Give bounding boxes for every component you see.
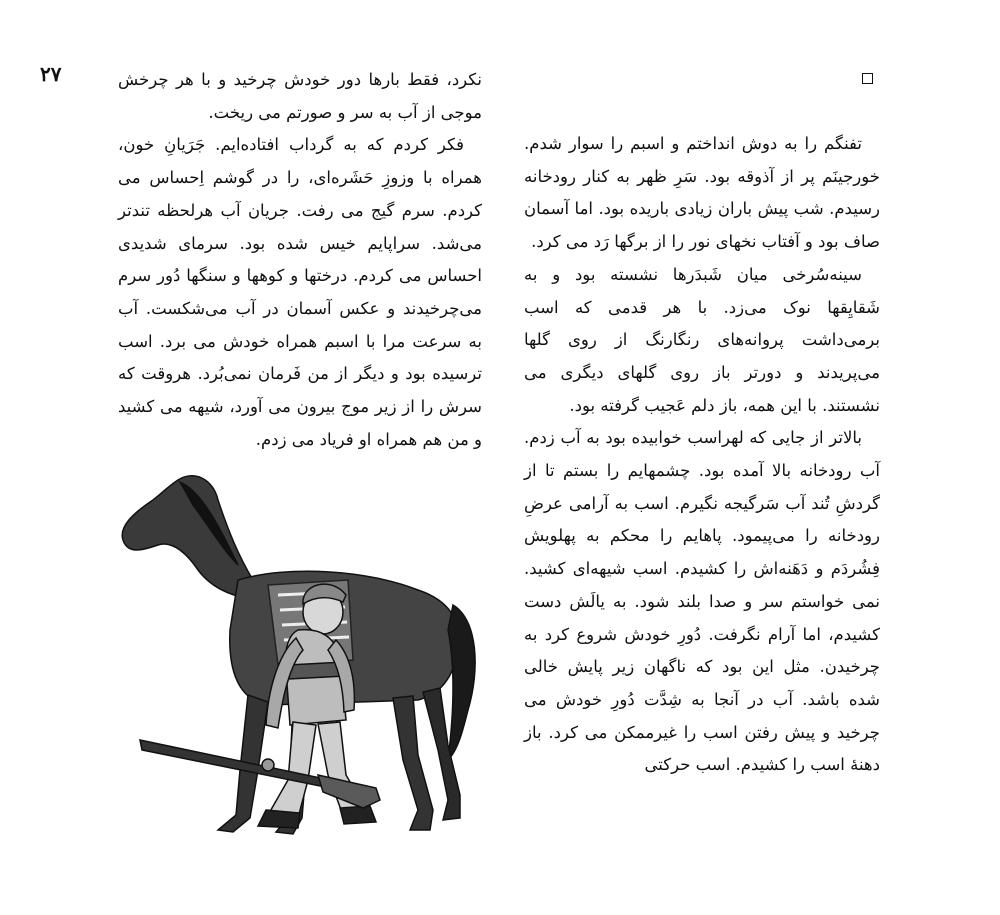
right-paragraph-2: سینه‌سُرخی میان شَبدَرها نشسته بود و به شَقایِقها نوک می‌زد. با هر قدمی که اسب برمی‌داشت پروانه‌های رنگارنگ از روی گلها می‌پریدند و دورتر باز روی گلهای دیگری می نشستند. با این همه، باز دلم عَجیب گرفته بود. — [524, 264, 880, 415]
square-ornament-icon — [862, 73, 873, 84]
page-number: ۲۷ — [40, 62, 62, 86]
left-paragraph-1: نکرد، فقط بارها دور خودش چرخید و با هر چرخش موجی از آب به سر و صورتم می ریخت. — [118, 70, 482, 122]
horse-and-rider-illustration — [118, 470, 478, 855]
left-text-column — [118, 64, 482, 456]
right-text-column — [524, 128, 880, 782]
left-paragraph-2: فکر کردم که به گرداب افتاده‌ایم. جَرَیانِ خون، همراه با وزوزِ حَشَره‌ای، را در گوشم اِحساس می کردم. سرم گیج می رفت. جریان آب هرلحظه تندتر می‌شد. سراپایم خیس شده بود. سرمای شدیدی احساس می کردم. درختها و کوهها و سنگها دُور سرم می‌چرخیدند و عکس آسمان در آب می‌شکست. آب به سرعت مرا با اسبم همراه خودش می برد. اسب ترسیده بود و دیگر از من فَرمان نمی‌بُرد. هروقت که سرش را از زیر موج بیرون می آورد، شیهه می کشید و من هم همراه او فریاد می زدم. — [118, 135, 482, 449]
right-paragraph-3: بالاتر از جایی که لهراسب خوابیده بود به آب زدم. آب رودخانه بالا آمده بود. چشمهایم را بستم تا از گردشِ تُند آب سَرگیجه نگیرم. اسب به آرامی عرضِ رودخانه را می‌پیمود. پاهایم را محکم به پهلویش فِشُردَم و دَهَنه‌اش را کشیدم. اسب شیهه‌ای کشید. نمی خواستم سر و صدا بلند شود. به یالَش دست کشیدم، اما آرام نگرفت. دُورِ خودش شروع کرد به چرخیدن. مثل این بود که ناگهان زیر پایش خالی شده باشد. آب در آنجا به شِدَّت دُورِ خودش می چرخید و پیش رفتن اسب را غیرممکن می کرد. باز دهنهٔ اسب را کشیدم. اسب حرکتی — [524, 428, 880, 775]
right-paragraph-1: تفنگم را به دوش انداختم و اسبم را سوار شدم. خورجینَم پر از آذوقه بود. سَرِ ظهر به کنار رودخانه رسیدم. شب پیش باران زیادی باریده بود. اما آسمان صاف بود و آفتاب نخهای نور را از برگها رَد می کرد. — [524, 134, 880, 252]
